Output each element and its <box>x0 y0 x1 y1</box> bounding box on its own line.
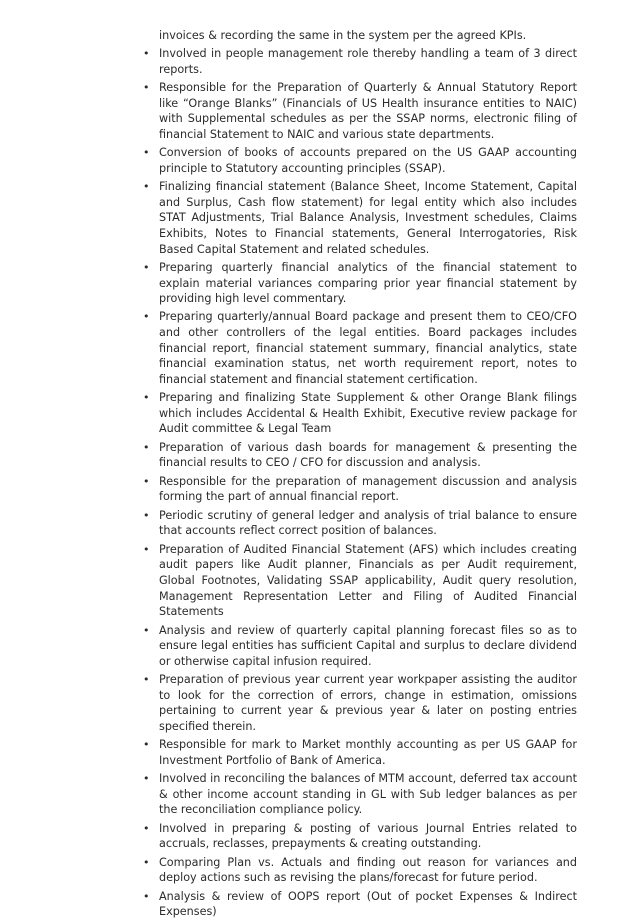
bullet-dot: • <box>143 821 150 835</box>
bullet-item <box>143 390 577 437</box>
bullet-text: Responsible for the Preparation of Quarterly & Annual Statutory Report like “Orange Blanks” (Financials of US Health insurance entities to NAIC) with Supplemental schedules as per the SSAP norms, electronic filing of financial Statement to NAIC and various state departments. <box>159 80 577 141</box>
bullet-dot: • <box>143 180 150 194</box>
bullet-dot: • <box>143 673 150 687</box>
bullet-text: Preparation of various dash boards for management & presenting the financial results to CEO / CFO for discussion and analysis. <box>159 440 577 470</box>
bullet-text: Conversion of books of accounts prepared on the US GAAP accounting principle to Statutory accounting principles (SSAP). <box>159 146 577 175</box>
bullet-text: Periodic scrutiny of general ledger and analysis of trial balance to ensure that accounts reflect correct position of balances. <box>159 508 577 538</box>
bullet-text: Finalizing financial statement (Balance Sheet, Income Statement, Capital and Surplus, Cash flow statement) for legal entity which also includes STAT Adjustments, Trial Balance Analysis, Investment schedules, Claims Exhibits, Notes to Financial statements, General Interrogatories, Risk Based Capital Statement and related schedules. <box>159 180 577 256</box>
bullet-item <box>143 771 577 818</box>
bullet-item <box>143 542 577 620</box>
bullet-item <box>143 440 577 471</box>
bullet-text: Involved in preparing & posting of various Journal Entries related to accruals, reclasses, prepayments & creating outstanding. <box>159 821 577 851</box>
continuation-text: invoices & recording the same in the system per the agreed KPIs. <box>159 29 527 42</box>
bullet-item <box>143 309 577 387</box>
bullet-dot: • <box>143 508 150 522</box>
bullet-dot: • <box>143 146 150 160</box>
bullet-item <box>143 889 577 920</box>
bullet-dot: • <box>143 260 150 274</box>
bullet-text: Preparing quarterly/annual Board package and present them to CEO/CFO and other controllers of the legal entities. Board packages includes financial report, financial statement summary, financial analytics, state financial examination status, net worth requirement report, notes to financial statement and financial statement certification. <box>159 310 577 386</box>
bullet-item <box>143 508 577 539</box>
bullet-text: Comparing Plan vs. Actuals and finding out reason for variances and deploy actions such as revising the plans/forecast for future period. <box>159 855 577 885</box>
bullet-text: Preparation of Audited Financial Statement (AFS) which includes creating audit papers like Audit planner, Financials as per Audit requirement, Global Footnotes, Validating SSAP applicability, Audit query resolution, Management Representation Letter and Filing of Audited Financial Statements <box>159 542 577 619</box>
bullet-item <box>143 821 577 852</box>
bullet-list <box>0 46 638 923</box>
bullet-dot: • <box>143 310 150 324</box>
bullet-item <box>143 260 577 307</box>
bullet-item <box>143 80 577 142</box>
bullet-item <box>143 46 577 77</box>
bullet-item <box>143 737 577 768</box>
bullet-dot: • <box>143 542 150 556</box>
bullet-dot: • <box>143 474 150 488</box>
bullet-item <box>143 672 577 734</box>
bullet-dot: • <box>143 855 150 869</box>
bullet-dot: • <box>143 889 150 903</box>
bullet-item <box>143 855 577 886</box>
bullet-item <box>143 179 577 257</box>
bullet-text: Preparing and finalizing State Supplement & other Orange Blank filings which includes Accidental & Health Exhibit, Executive review package for Audit committee & Legal Team <box>159 391 577 436</box>
bullet-dot: • <box>143 391 150 405</box>
bullet-text: Involved in reconciling the balances of MTM account, deferred tax account & other income account standing in GL with Sub ledger balances as per the reconciliation compliance policy. <box>159 772 577 817</box>
bullet-text: Involved in people management role thereby handling a team of 3 direct reports. <box>159 47 577 76</box>
bullet-dot: • <box>143 80 150 94</box>
bullet-dot: • <box>143 623 150 637</box>
bullet-text: Analysis and review of quarterly capital planning forecast files so as to ensure legal entities has sufficient Capital and surplus to declare dividend or otherwise capital infusion required. <box>159 623 577 668</box>
bullet-text: Preparation of previous year current year workpaper assisting the auditor to look for the correction of errors, change in estimation, omissions pertaining to current year & previous year & later on posting entries specified therein. <box>159 673 577 733</box>
bullet-item <box>143 623 577 670</box>
bullet-dot: • <box>143 47 150 60</box>
bullet-text: Responsible for mark to Market monthly accounting as per US GAAP for Investment Portfolio of Bank of America. <box>159 738 577 767</box>
bullet-dot: • <box>143 440 150 454</box>
bullet-text: Preparing quarterly financial analytics of the financial statement to explain material variances comparing prior year financial statement by providing high level commentary. <box>159 260 577 306</box>
bullet-item <box>143 474 577 505</box>
bullet-dot: • <box>143 738 150 752</box>
bullet-dot: • <box>143 772 150 786</box>
bullet-item <box>143 145 577 176</box>
bullet-text: Analysis & review of OOPS report (Out of pocket Expenses & Indirect Expenses) <box>159 889 577 919</box>
bullet-text: Responsible for the preparation of management discussion and analysis forming the part of annual financial report. <box>159 474 577 504</box>
